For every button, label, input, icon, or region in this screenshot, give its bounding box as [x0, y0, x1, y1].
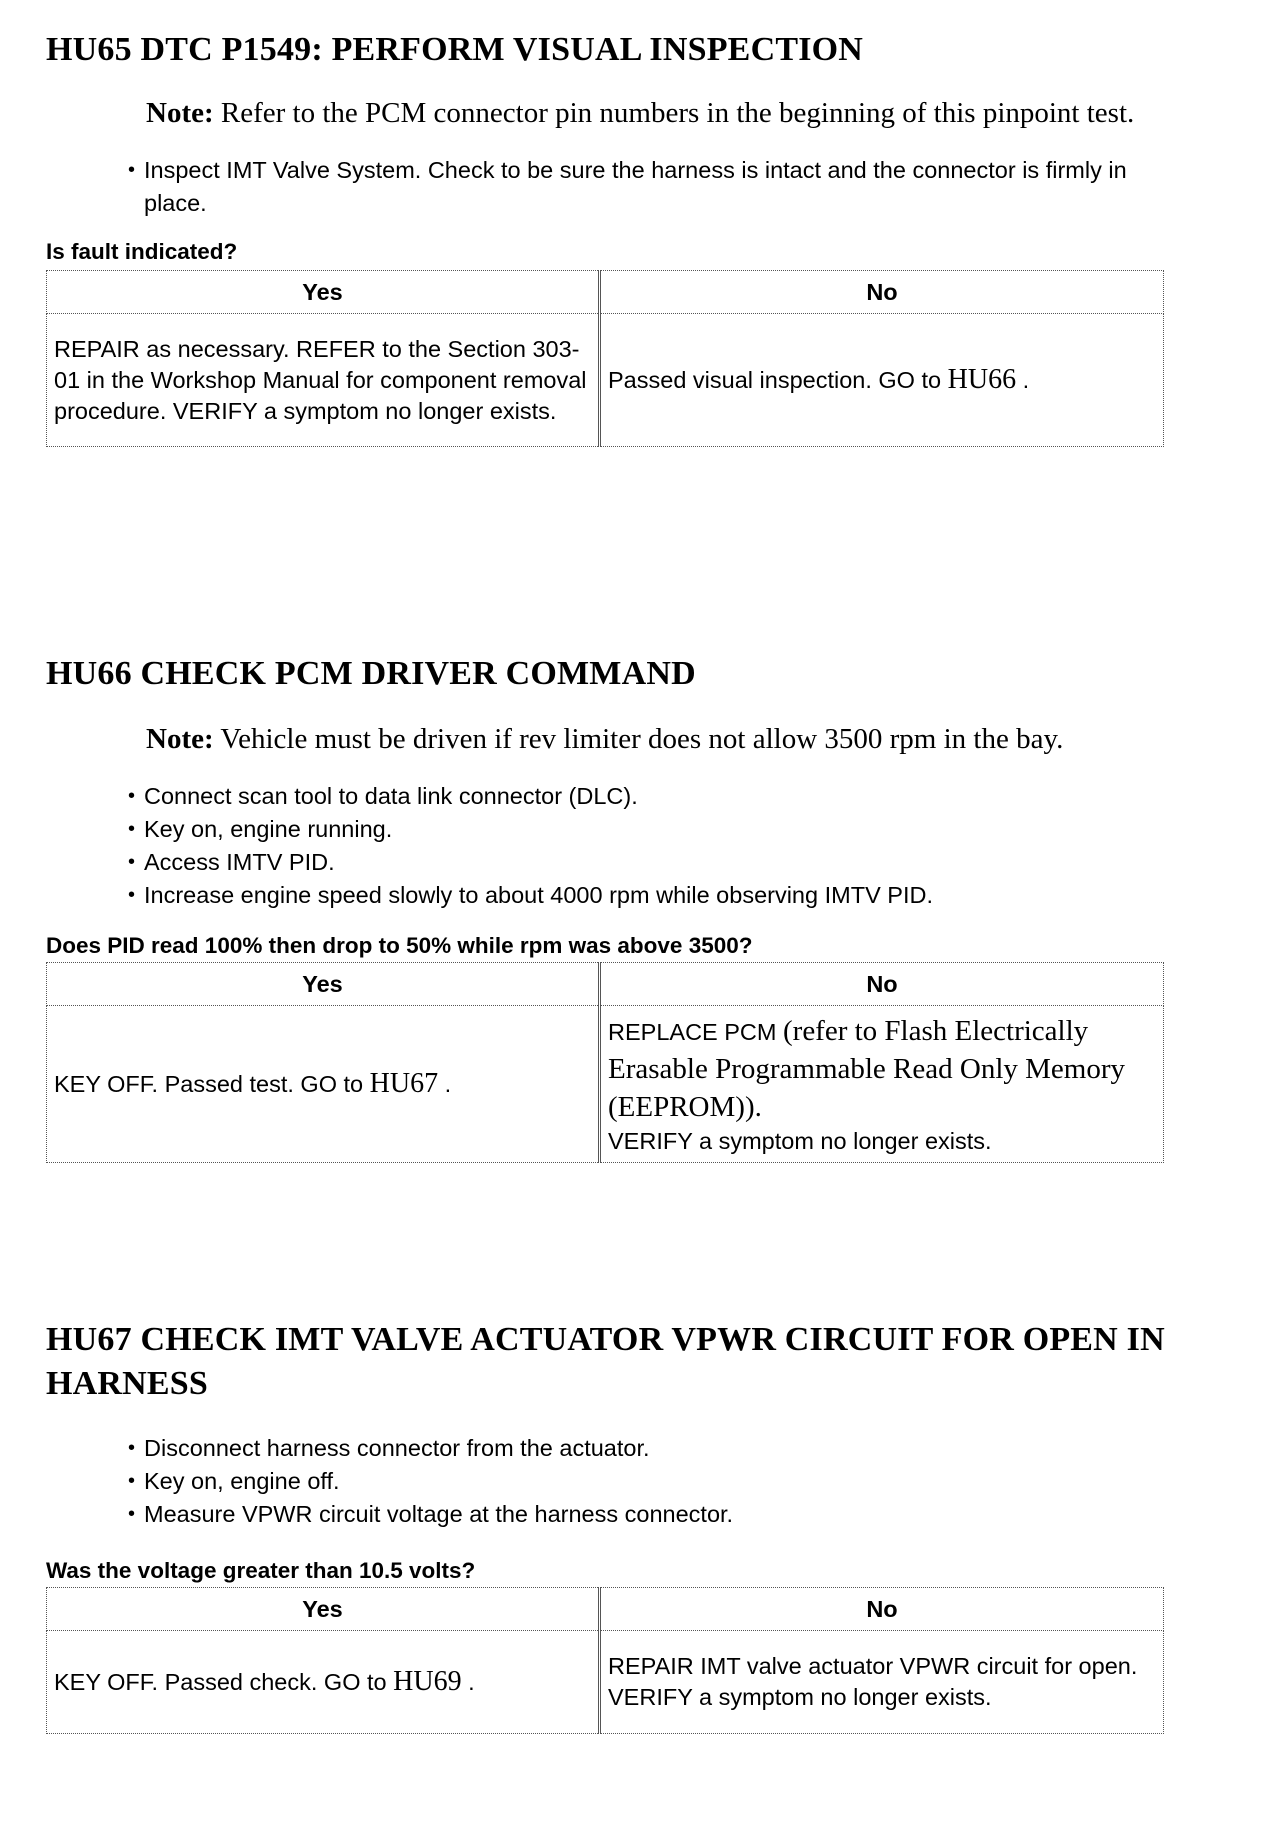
step-item: • Disconnect harness connector from the actuator.: [128, 1432, 1166, 1465]
section-hu67: [46, 1318, 1166, 1734]
eeprom-reference-link[interactable]: (refer to Flash Electrically Erasable Programmable Read Only Memory (EEPROM)).: [608, 1014, 1126, 1123]
yes-header: Yes: [47, 963, 600, 1006]
no-header: No: [600, 963, 1164, 1006]
table-row: [47, 1631, 1164, 1734]
section-hu65: [46, 28, 1166, 447]
step-list: [46, 1432, 1166, 1531]
step-item: • Connect scan tool to data link connector (DLC).: [128, 780, 1166, 813]
note: [146, 720, 1166, 758]
yes-cell: [47, 1631, 600, 1734]
table-header-row: [47, 1588, 1164, 1631]
yes-no-table: [46, 1587, 1164, 1734]
no-cell: [600, 1006, 1164, 1163]
step-item: • Key on, engine running.: [128, 813, 1166, 846]
step-list: [46, 780, 1166, 912]
section-heading: HU67 CHECK IMT VALVE ACTUATOR VPWR CIRCUIT FOR OPEN IN HARNESS: [46, 1321, 1165, 1402]
yes-cell: REPAIR as necessary. REFER to the Section 303-01 in the Workshop Manual for component removal procedure. VERIFY a symptom no longer exists.: [47, 314, 600, 447]
no-cell: [600, 314, 1164, 447]
step-item: • Measure VPWR circuit voltage at the harness connector.: [128, 1498, 1166, 1531]
yes-text: KEY OFF. Passed test. GO to: [54, 1071, 370, 1097]
no-text: Passed visual inspection. GO to: [608, 367, 948, 393]
table-row: [47, 1006, 1164, 1163]
step-list: [46, 154, 1158, 220]
step-item: • Key on, engine off.: [128, 1465, 1166, 1498]
note-label: Note:: [146, 723, 214, 755]
note-label: Note:: [146, 97, 214, 129]
yes-no-table: [46, 962, 1164, 1163]
goto-link-hu69[interactable]: HU69: [393, 1666, 462, 1697]
no-text-end: VERIFY a symptom no longer exists.: [608, 1127, 992, 1154]
question: Is fault indicated?: [46, 239, 238, 264]
goto-link-hu66[interactable]: HU66: [947, 364, 1017, 395]
table-header-row: [47, 271, 1164, 314]
no-header: No: [600, 271, 1164, 314]
question: Does PID read 100% then drop to 50% while rpm was above 3500?: [46, 933, 753, 958]
step-item: • Access IMTV PID.: [128, 846, 1166, 879]
step-item: • Increase engine speed slowly to about 4000 rpm while observing IMTV PID.: [128, 879, 1166, 912]
yes-cell: [47, 1006, 600, 1163]
goto-link-hu67[interactable]: HU67: [369, 1068, 439, 1099]
note: [146, 94, 1166, 132]
note-text: Refer to the PCM connector pin numbers in the beginning of this pinpoint test.: [220, 97, 1135, 129]
yes-text-end: .: [461, 1669, 475, 1695]
note-text: Vehicle must be driven if rev limiter does not allow 3500 rpm in the bay.: [220, 723, 1064, 755]
section-hu66: [46, 652, 1166, 1163]
no-header: No: [600, 1588, 1164, 1631]
no-cell: REPAIR IMT valve actuator VPWR circuit for open. VERIFY a symptom no longer exists.: [600, 1631, 1164, 1734]
no-text-end: .: [1016, 367, 1030, 393]
yes-text-end: .: [438, 1071, 452, 1097]
table-header-row: [47, 963, 1164, 1006]
section-heading: HU65 DTC P1549: PERFORM VISUAL INSPECTION: [46, 31, 864, 68]
yes-no-table: [46, 270, 1164, 447]
yes-text: KEY OFF. Passed check. GO to: [54, 1669, 394, 1695]
step-item: • Inspect IMT Valve System. Check to be sure the harness is intact and the connector is firmly in place.: [128, 154, 1158, 220]
question: Was the voltage greater than 10.5 volts?: [46, 1558, 476, 1583]
yes-header: Yes: [47, 1588, 600, 1631]
table-row: [47, 314, 1164, 447]
yes-header: Yes: [47, 271, 600, 314]
no-text: REPLACE PCM: [608, 1018, 783, 1045]
section-heading: HU66 CHECK PCM DRIVER COMMAND: [46, 655, 696, 692]
